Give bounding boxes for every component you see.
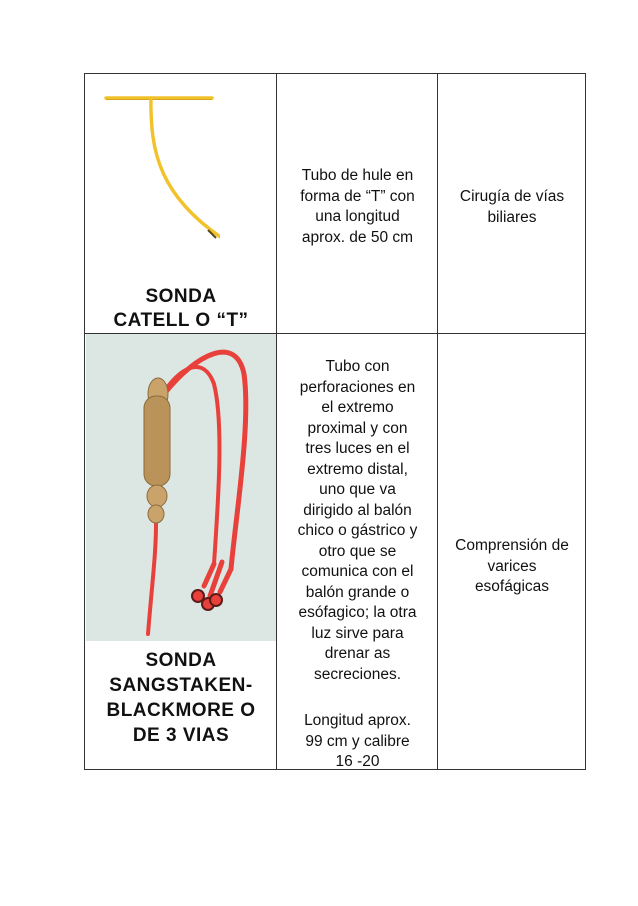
table-column-divider	[437, 73, 438, 770]
table-column-divider	[276, 73, 277, 770]
t-tube-catheter-image	[100, 88, 220, 253]
row-2-use: Comprensión de varices esofágicas	[455, 537, 569, 595]
row-1-description: Tubo de hule en forma de “T” con una longitud aprox. de 50 cm	[300, 167, 415, 246]
row-2-description-length: Longitud aprox. 99 cm y calibre 16 -20	[304, 712, 411, 770]
table-border-right	[585, 73, 586, 770]
sengstaken-blakemore-tube-image	[86, 334, 276, 641]
row-1-use: Cirugía de vías biliares	[459, 188, 565, 226]
row-2-instrument-name: SONDA SANGSTAKEN- BLACKMORE O DE 3 VIAS	[106, 650, 256, 746]
table-border-top	[84, 73, 586, 74]
table-border-left	[84, 73, 85, 770]
row-2-description: Tubo con perforaciones en el extremo proximal y con tres luces en el extremo distal, uno que va dirigido al balón chico o gástrico y otro que se comunica con el balón grande o esófagico; la otra luz sirve para drenar as secreciones.	[297, 358, 418, 683]
row-1-instrument-name: SONDA CATELL O “T”	[113, 286, 249, 331]
